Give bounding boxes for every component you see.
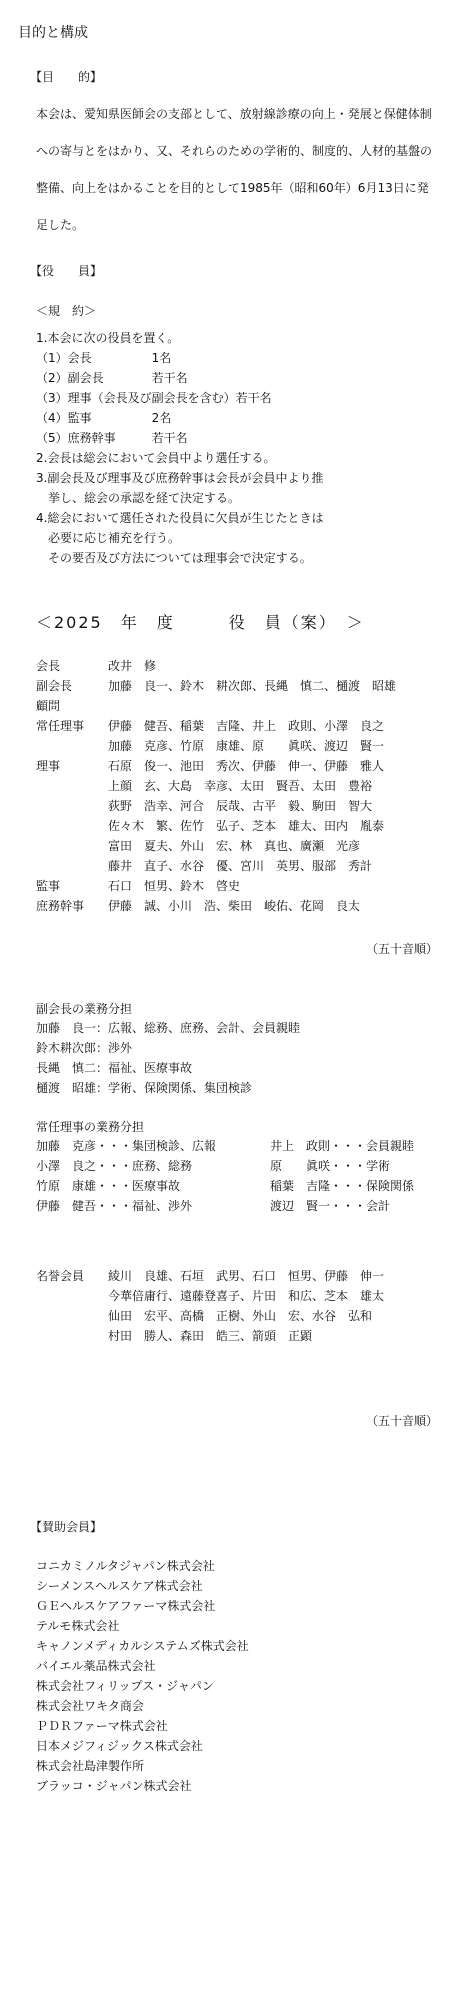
rule-line: （1）会長 1名 <box>36 351 172 365</box>
rule-line: 1.本会に次の役員を置く。 <box>36 331 180 345</box>
exec-duty-line: 渡辺 賢一・・・会計 <box>270 1199 391 1213</box>
purpose-heading: 【目 的】 <box>30 70 103 84</box>
sponsor-item: 株式会社島津製作所 <box>36 1759 145 1773</box>
roster-row <box>36 658 156 675</box>
sponsor-item: ＧＥヘルスケアファーマ株式会社 <box>36 1599 216 1613</box>
roster-names: 伊藤 誠、小川 浩、柴田 峻佑、花岡 良太 <box>108 899 361 913</box>
exec-duty-line: 伊藤 健吾・・・福祉、渉外 <box>36 1199 193 1213</box>
honorary-line: 綾川 良雄、石垣 武男、石口 恒男、伊藤 伸一 <box>108 1269 385 1283</box>
vice-duty-line: 鈴木耕次郎：渉外 <box>36 1041 133 1055</box>
roster-row <box>36 878 240 895</box>
roster-names: 顧問 <box>36 699 61 713</box>
vice-duty-line: 加藤 良一：広報、総務、庶務、会計、会員親睦 <box>36 1021 301 1035</box>
honorary-line: 今華倍庸行、遠藤登喜子、片田 和広、芝本 雄太 <box>108 1289 385 1303</box>
rule-line: 挙し、総会の承認を経て決定する。 <box>36 491 241 505</box>
sponsor-item: シーメンスヘルスケア株式会社 <box>36 1579 203 1593</box>
honorary-role: 名誉会員 <box>36 1269 85 1283</box>
rules-heading: ＜規 約＞ <box>36 304 97 318</box>
exec-duty-line: 竹原 康雄・・・医療事故 <box>36 1179 181 1193</box>
roster-names: 上顔 玄、大島 幸彦、太田 賢吾、太田 豊裕 <box>108 779 373 793</box>
roster-heading: ＜2025 年 度 役 員（案） ＞ <box>36 613 365 632</box>
roster-row <box>36 738 384 755</box>
roster-names: 改井 修 <box>108 659 157 673</box>
vice-duty-line: 長縄 慎二：福祉、医療事故 <box>36 1061 193 1075</box>
sponsor-item: ブラッコ・ジャパン株式会社 <box>36 1779 192 1793</box>
vice-duties-heading: 副会長の業務分担 <box>36 1002 133 1016</box>
order-note: （五十音順） <box>365 1414 438 1428</box>
rule-line: 2.会長は総会において会員中より選任する。 <box>36 451 276 465</box>
exec-duty-line: 井上 政則・・・会員親睦 <box>270 1139 415 1153</box>
roster-names: 石原 俊一、池田 秀次、伊藤 伸一、伊藤 雅人 <box>108 759 385 773</box>
vice-duty-line: 樋渡 昭雄：学術、保険関係、集団検診 <box>36 1081 253 1095</box>
exec-duty-line: 小澤 良之・・・庶務、総務 <box>36 1159 193 1173</box>
honorary-line: 仙田 宏平、高橋 正樹、外山 宏、水谷 弘和 <box>108 1309 373 1323</box>
roster-role: 常任理事 <box>36 719 85 733</box>
rule-line: （2）副会長 若干名 <box>36 371 188 385</box>
roster-names: 加藤 克彦、竹原 康雄、原 眞咲、渡辺 賢一 <box>108 739 385 753</box>
roster-row <box>36 838 360 855</box>
roster-row <box>36 818 384 835</box>
roster-role: 理事 <box>36 759 61 773</box>
honorary-line: 村田 勝人、森田 皓三、箭頭 正顕 <box>108 1329 313 1343</box>
roster-role: 庶務幹事 <box>36 899 85 913</box>
exec-duty-line: 稲葉 吉隆・・・保険関係 <box>270 1179 415 1193</box>
roster-role: 副会長 <box>36 679 73 693</box>
roster-row <box>36 778 372 795</box>
sponsor-item: 株式会社フィリップス・ジャパン <box>36 1679 214 1693</box>
roster-names: 富田 夏夫、外山 宏、林 真也、廣瀬 光彦 <box>108 839 361 853</box>
order-note: （五十音順） <box>365 942 438 956</box>
purpose-text: 本会は、愛知県医師会の支部として、放射線診療の向上・発展と保健体制への寄与とをはかり、又、それらのための学術的、制度的、人材的基盤の整備、向上をはかることを目的として1985年（昭和60年）6月13日に発足した。 <box>36 107 433 232</box>
rule-line: （4）監事 2名 <box>36 411 172 425</box>
exec-duties-heading: 常任理事の業務分担 <box>36 1120 145 1134</box>
roster-names: 荻野 浩幸、河合 辰哉、古平 毅、駒田 智大 <box>108 799 373 813</box>
roster-names: 石口 恒男、鈴木 啓史 <box>108 879 241 893</box>
rule-line: 必要に応じ補充を行う。 <box>36 531 181 545</box>
sponsor-item: テルモ株式会社 <box>36 1619 120 1633</box>
roster-role: 監事 <box>36 879 61 893</box>
page-title: 目的と構成 <box>18 25 88 41</box>
roster-row <box>36 858 372 875</box>
sponsor-item: キャノンメディカルシステムズ株式会社 <box>36 1639 249 1653</box>
roster-row <box>36 898 360 915</box>
sponsors-heading: 【賛助会員】 <box>30 1520 103 1534</box>
rule-line: 4.総会において選任された役員に欠員が生じたときは <box>36 511 324 525</box>
roster-names: 佐々木 繁、佐竹 弘子、芝本 雄太、田内 胤泰 <box>108 819 385 833</box>
exec-duty-line: 原 眞咲・・・学術 <box>270 1159 391 1173</box>
sponsor-list <box>36 1556 249 1796</box>
rule-line: （3）理事（会長及び副会長を含む）若干名 <box>36 391 272 405</box>
roster-role: 会長 <box>36 659 61 673</box>
exec-duty-line: 加藤 克彦・・・集団検診、広報 <box>36 1139 217 1153</box>
sponsor-item: 株式会社ワキタ商会 <box>36 1699 144 1713</box>
officers-heading: 【役 員】 <box>30 264 103 278</box>
rule-line: （5）庶務幹事 若干名 <box>36 431 188 445</box>
roster-names: 藤井 直子、水谷 優、宮川 英男、服部 秀計 <box>108 859 373 873</box>
roster-row <box>36 798 372 815</box>
sponsor-item: ＰＤＲファーマ株式会社 <box>36 1719 168 1733</box>
roster-names: 伊藤 健吾、稲葉 吉隆、井上 政則、小澤 良之 <box>108 719 385 733</box>
rule-line: その要否及び方法については理事会で決定する。 <box>36 551 312 565</box>
roster-row <box>36 758 384 775</box>
sponsor-item: コニカミノルタジャパン株式会社 <box>36 1559 215 1573</box>
roster-row <box>36 698 60 715</box>
sponsor-item: バイエル薬品株式会社 <box>36 1659 156 1673</box>
rule-line: 3.副会長及び理事及び庶務幹事は会長が会員中より推 <box>36 471 324 485</box>
roster-row <box>36 718 384 735</box>
sponsor-item: 日本メジフィジックス株式会社 <box>36 1739 203 1753</box>
roster-names: 加藤 良一、鈴木 耕次郎、長縄 慎二、樋渡 昭雄 <box>108 679 397 693</box>
roster-row <box>36 678 396 695</box>
